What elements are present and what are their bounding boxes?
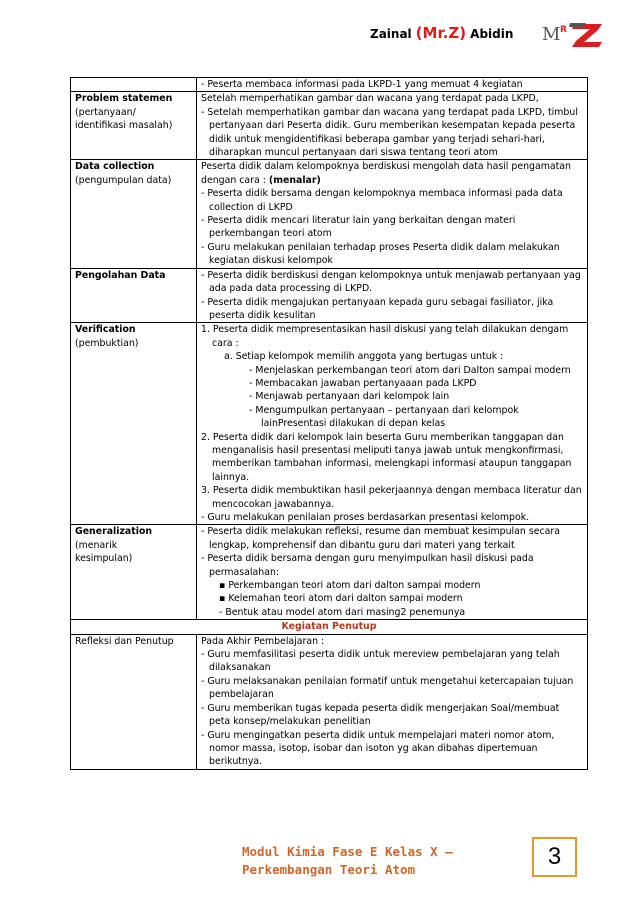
section-header: Kegiatan Penutup [71,620,588,634]
numbered-item: 1. Peserta didik mempresentasikan hasil diskusi yang telah dilakukan dengam cara : [201,324,569,349]
list-item: - Guru memfasilitasi peserta didik untuk mereview pembelajaran yang telah dilaksanakan [201,649,560,674]
table-row [71,634,588,769]
footer-title [242,843,453,879]
table-row [71,160,588,268]
list-item: - Peserta didik bersama dengan guru menyimpulkan hasil diskusi pada permasalahan: [201,553,534,578]
stage-title: Pengolahan Data [75,269,166,281]
label-cell [71,268,197,323]
intro-item: - Peserta membaca informasi pada LKPD-1 yang memuat 4 kegiatan [201,79,523,90]
stage-title: Verification [75,324,136,336]
bullet-item: ▪ Perkembangan teori atom dari dalton sampai modern [219,580,481,592]
mrz-logo [540,18,610,48]
numbered-item: 2. Peserta didik dari kelompok lain beserta Guru memberikan tanggapan dan menganalisis hasil presentasi meliputi tanya jawab untuk mengkonfirmasi, memberikan tambahan informasi, melengkapi informasi ataupun tanggapan lainnya. [201,431,572,483]
list-item: - Peserta didik melakukan refleksi, resume dan membuat kesimpulan secara lengkap, komprehensif dan dibantu guru dari materi yang terkait [201,526,560,551]
page-number: 3 [532,837,577,877]
label-cell [71,323,197,525]
table-row [71,92,588,160]
numbered-item: 3. Peserta didik membuktikan hasil pekerjaannya dengan membaca literatur dan mencocokan jawabannya. [201,485,582,510]
sub-item: - Menjelaskan perkembangan teori atom dari Dalton sampai modern [249,364,571,376]
lesson-plan-table [70,77,588,770]
svg-text:M: M [542,24,561,45]
label-cell [71,634,197,769]
stage-subtitle: kesimpulan) [75,553,133,565]
stage-subtitle: (pengumpulan data) [75,174,172,186]
list-item: - Guru melaksanakan penilaian formatif untuk mengetahui ketercapaian tujuan pembelajaran [201,675,574,701]
bullet-item: - Bentuk atau model atom dari masing2 penemunya [219,606,466,618]
footer-line: Modul Kimia Fase E Kelas X – [242,844,453,859]
content-line: Setelah memperhatikan gambar dan wacana yang terdapat pada LKPD, [201,93,539,105]
content-line: dengan cara : (menalar) [201,174,321,186]
stage-subtitle: (pertanyaan/ [75,106,136,118]
svg-text:R: R [560,25,567,35]
list-item: - Guru melakukan penilaian proses berdasarkan presentasi kelompok. [201,512,530,523]
list-item: - Guru mengingatkan peserta didik untuk mempelajari materi nomor atom, nomor massa, isotop, isobar dan isoton yg akan dibahas dipertemuan berikutnya. [201,729,555,768]
list-item: - Peserta didik bersama dengan kelompoknya membaca informasi pada data collection di LKPD [201,188,563,213]
page-header [0,18,638,48]
list-item: - Peserta didik berdiskusi dengan kelompoknya untuk menjawab pertanyaan yag ada pada data processing di LKPD. [201,269,581,295]
author-nickname: (Mr.Z) [415,24,467,42]
list-item: - Guru memberikan tugas kepada peserta didik mengerjakan Soal/membuat peta konsep/melakukan penelitian [201,702,560,728]
stage-title: Generalization [75,526,153,538]
bullet-item: ▪ Kelemahan teori atom dari dalton sampai modern [219,593,463,605]
stage-title: Data collection [75,161,155,173]
stage-title: Problem statemen [75,93,173,105]
list-item: - Setelah memperhatikan gambar dan wacana yang terdapat pada LKPD, timbul pertanyaan dari Peserta didik. Guru memberikan kesempatan kepada peserta didik untuk mengidentifikasi beberapa gambar yang terjadi sehari-hari, diharapkan muncul pertanyaan dari siswa tentang teori atom [201,106,578,159]
table-row [71,620,588,634]
label-cell [71,92,197,160]
author-first-name: Zainal [370,27,412,41]
table-row [71,525,588,620]
content-line: Pada Akhir Pembelajaran : [201,635,325,647]
label-cell [71,78,197,92]
stage-subtitle: identifikasi masalah) [75,120,173,132]
lettered-item: a. Setiap kelompok memilih anggota yang bertugas untuk : [224,351,504,363]
stage-subtitle: (pembuktian) [75,337,139,349]
table-row [71,323,588,525]
table-row [71,268,588,323]
sub-item: - Membacakan jawaban pertanyaaan pada LKPD [249,377,477,389]
content-cell [197,323,588,525]
author-last-name: Abidin [470,27,514,41]
list-item: - Peserta didik mencari literatur lain yang berkaitan dengan materi perkembangan teori atom [201,215,516,240]
content-cell [197,268,588,323]
stage-subtitle: (menarik [75,539,118,551]
sub-item: - Menjawab pertanyaan dari kelompok lain [249,391,450,403]
list-item: - Peserta didik mengajukan pertanyaan kepada guru sebagai fasiliator, jika peserta didik kesulitan [201,296,554,321]
label-cell [71,160,197,268]
sub-item: - Mengumpulkan pertanyaan – pertanyaan dari kelompok [249,404,519,416]
content-cell [197,634,588,769]
list-item: - Guru melakukan penilaian terhadap proses Peserta didik dalam melakukan kegiatan diskusi kelompok [201,241,560,267]
content-line: Peserta didik dalam kelompoknya berdiskusi mengolah data hasil pengamatan [201,161,571,173]
content-cell [197,160,588,268]
author-name [370,24,513,42]
content-cell [197,78,588,92]
stage-title: Refleksi dan Penutup [75,635,174,647]
table-row [71,78,588,92]
label-cell [71,525,197,620]
footer-line: Perkembangan Teori Atom [242,862,416,877]
sub-item-continued: lainPresentasi dilakukan di depan kelas [261,418,446,430]
content-cell [197,525,588,620]
content-cell [197,92,588,160]
